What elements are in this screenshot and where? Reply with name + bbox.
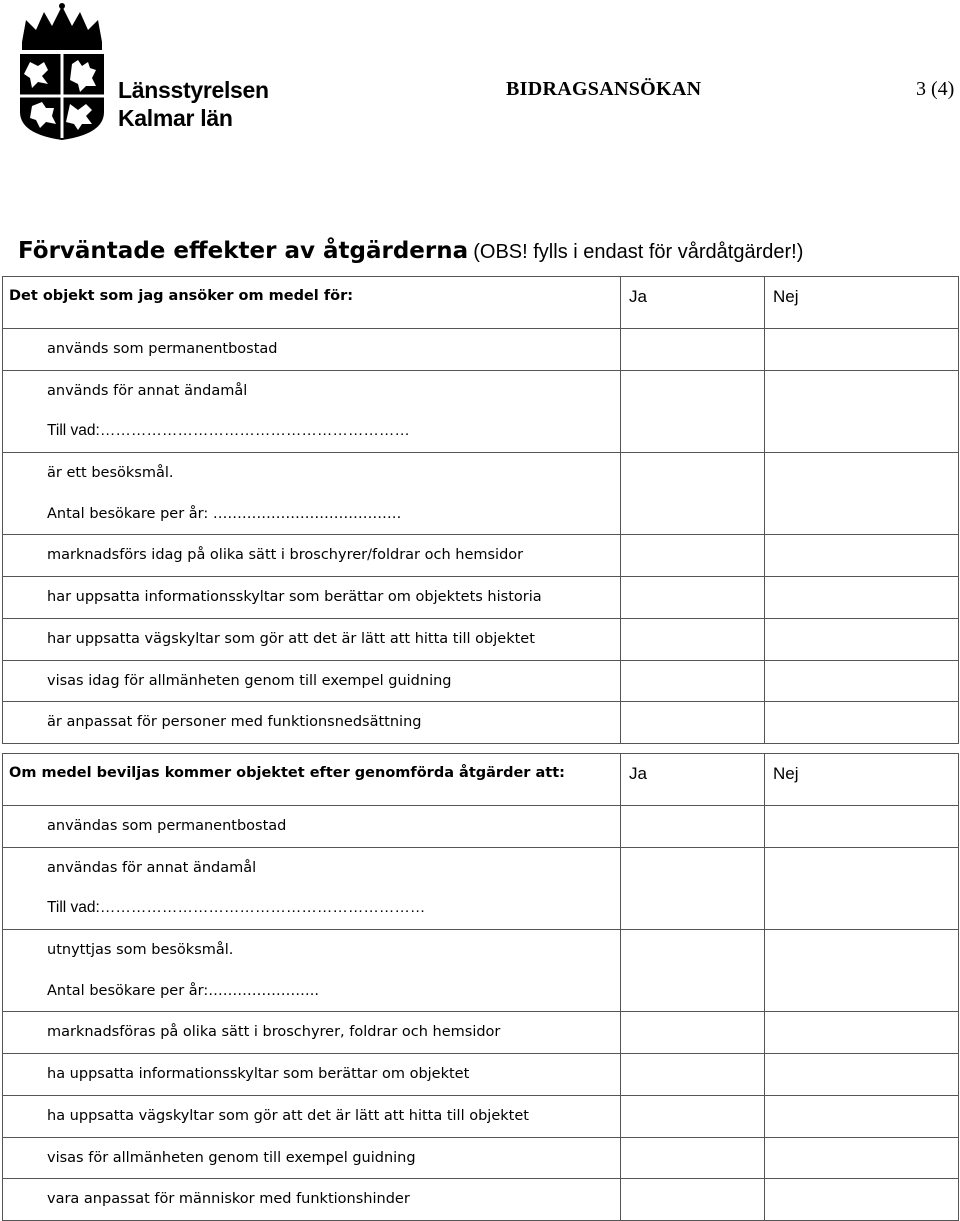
table-row bbox=[3, 370, 959, 452]
section-subtitle: (OBS! fylls i endast för vårdåtgärder!) bbox=[473, 241, 804, 263]
row-label: har uppsatta vägskyltar som gör att det är lätt att hitta till objektet bbox=[47, 630, 535, 647]
nej-checkbox-cell[interactable] bbox=[765, 660, 959, 702]
ja-checkbox-cell[interactable] bbox=[621, 370, 765, 452]
nej-checkbox-cell[interactable] bbox=[765, 1012, 959, 1054]
ja-checkbox-cell[interactable] bbox=[621, 702, 765, 744]
ja-checkbox-cell[interactable] bbox=[621, 1137, 765, 1179]
ja-checkbox-cell[interactable] bbox=[621, 535, 765, 577]
table-row bbox=[3, 535, 959, 577]
table-row bbox=[3, 1054, 959, 1096]
nej-checkbox-cell[interactable] bbox=[765, 1054, 959, 1096]
row-label: ha uppsatta informationsskyltar som berättar om objektet bbox=[47, 1066, 470, 1083]
document-title: BIDRAGSANSÖKAN bbox=[506, 78, 702, 100]
section-title: Förväntade effekter av åtgärderna bbox=[18, 238, 469, 264]
table-header-row bbox=[3, 277, 959, 329]
nej-checkbox-cell[interactable] bbox=[765, 329, 959, 371]
table-row bbox=[3, 1012, 959, 1054]
coat-of-arms-icon bbox=[12, 2, 112, 142]
row-label: utnyttjas som besöksmål. bbox=[47, 942, 234, 959]
lansstyrelsen-logo bbox=[12, 2, 282, 142]
table-row bbox=[3, 577, 959, 619]
row-label: ha uppsatta vägskyltar som gör att det är lätt att hitta till objektet bbox=[47, 1107, 529, 1124]
table-row bbox=[3, 329, 959, 371]
table-row bbox=[3, 702, 959, 744]
ja-checkbox-cell[interactable] bbox=[621, 847, 765, 929]
row-label: har uppsatta informationsskyltar som berättar om objektets historia bbox=[47, 589, 542, 606]
row-label: visas för allmänheten genom till exempel guidning bbox=[47, 1149, 416, 1166]
nej-checkbox-cell[interactable] bbox=[765, 618, 959, 660]
ja-checkbox-cell[interactable] bbox=[621, 930, 765, 1012]
nej-checkbox-cell[interactable] bbox=[765, 535, 959, 577]
page-number: 3 (4) bbox=[916, 78, 955, 100]
nej-checkbox-cell[interactable] bbox=[765, 370, 959, 452]
ja-checkbox-cell[interactable] bbox=[621, 453, 765, 535]
nej-checkbox-cell[interactable] bbox=[765, 930, 959, 1012]
current-use-table bbox=[2, 276, 959, 744]
table-header-question: Om medel beviljas kommer objektet efter genomförda åtgärder att: bbox=[3, 754, 621, 806]
visitors-per-year-field[interactable]: Antal besökare per år: ………………………………… bbox=[47, 505, 402, 522]
visitors-per-year-field[interactable]: Antal besökare per år:………………….. bbox=[47, 982, 319, 999]
till-vad-field[interactable]: Till vad:……………………………………………………… bbox=[47, 899, 426, 917]
table-row bbox=[3, 1137, 959, 1179]
table-row bbox=[3, 453, 959, 535]
column-header-ja: Ja bbox=[621, 277, 765, 329]
row-label: marknadsföras på olika sätt i broschyrer, foldrar och hemsidor bbox=[47, 1024, 501, 1041]
nej-checkbox-cell[interactable] bbox=[765, 847, 959, 929]
ja-checkbox-cell[interactable] bbox=[621, 1054, 765, 1096]
table-row bbox=[3, 1095, 959, 1137]
ja-checkbox-cell[interactable] bbox=[621, 660, 765, 702]
logo-line-1: Länsstyrelsen bbox=[118, 77, 269, 103]
table-row bbox=[3, 660, 959, 702]
row-label: marknadsförs idag på olika sätt i broschyrer/foldrar och hemsidor bbox=[47, 547, 524, 564]
expected-use-table bbox=[2, 753, 959, 1221]
ja-checkbox-cell[interactable] bbox=[621, 618, 765, 660]
nej-checkbox-cell[interactable] bbox=[765, 806, 959, 848]
table-row bbox=[3, 618, 959, 660]
row-label: användas som permanentbostad bbox=[47, 818, 287, 834]
nej-checkbox-cell[interactable] bbox=[765, 1095, 959, 1137]
table-row bbox=[3, 1179, 959, 1221]
column-header-nej: Nej bbox=[765, 277, 959, 329]
section-heading bbox=[18, 238, 803, 264]
column-header-nej: Nej bbox=[765, 754, 959, 806]
table-row bbox=[3, 847, 959, 929]
table-header-row bbox=[3, 754, 959, 806]
nej-checkbox-cell[interactable] bbox=[765, 1137, 959, 1179]
row-label: användas för annat ändamål bbox=[47, 859, 257, 876]
till-vad-field[interactable]: Till vad:…………………………………………………… bbox=[47, 422, 410, 440]
ja-checkbox-cell[interactable] bbox=[621, 329, 765, 371]
logo-wordmark bbox=[118, 76, 269, 132]
nej-checkbox-cell[interactable] bbox=[765, 577, 959, 619]
ja-checkbox-cell[interactable] bbox=[621, 577, 765, 619]
nej-checkbox-cell[interactable] bbox=[765, 702, 959, 744]
row-label: är ett besöksmål. bbox=[47, 465, 174, 482]
ja-checkbox-cell[interactable] bbox=[621, 1012, 765, 1054]
ja-checkbox-cell[interactable] bbox=[621, 806, 765, 848]
row-label: visas idag för allmänheten genom till exempel guidning bbox=[47, 672, 452, 689]
row-label: används för annat ändamål bbox=[47, 382, 248, 399]
nej-checkbox-cell[interactable] bbox=[765, 1179, 959, 1221]
column-header-ja: Ja bbox=[621, 754, 765, 806]
table-row bbox=[3, 930, 959, 1012]
table-row bbox=[3, 806, 959, 848]
row-label: vara anpassat för människor med funktionshinder bbox=[47, 1191, 410, 1208]
table-header-question: Det objekt som jag ansöker om medel för: bbox=[3, 277, 621, 329]
row-label: används som permanentbostad bbox=[47, 341, 278, 357]
logo-line-2: Kalmar län bbox=[118, 105, 233, 131]
ja-checkbox-cell[interactable] bbox=[621, 1179, 765, 1221]
row-label: är anpassat för personer med funktionsnedsättning bbox=[47, 714, 422, 731]
nej-checkbox-cell[interactable] bbox=[765, 453, 959, 535]
ja-checkbox-cell[interactable] bbox=[621, 1095, 765, 1137]
